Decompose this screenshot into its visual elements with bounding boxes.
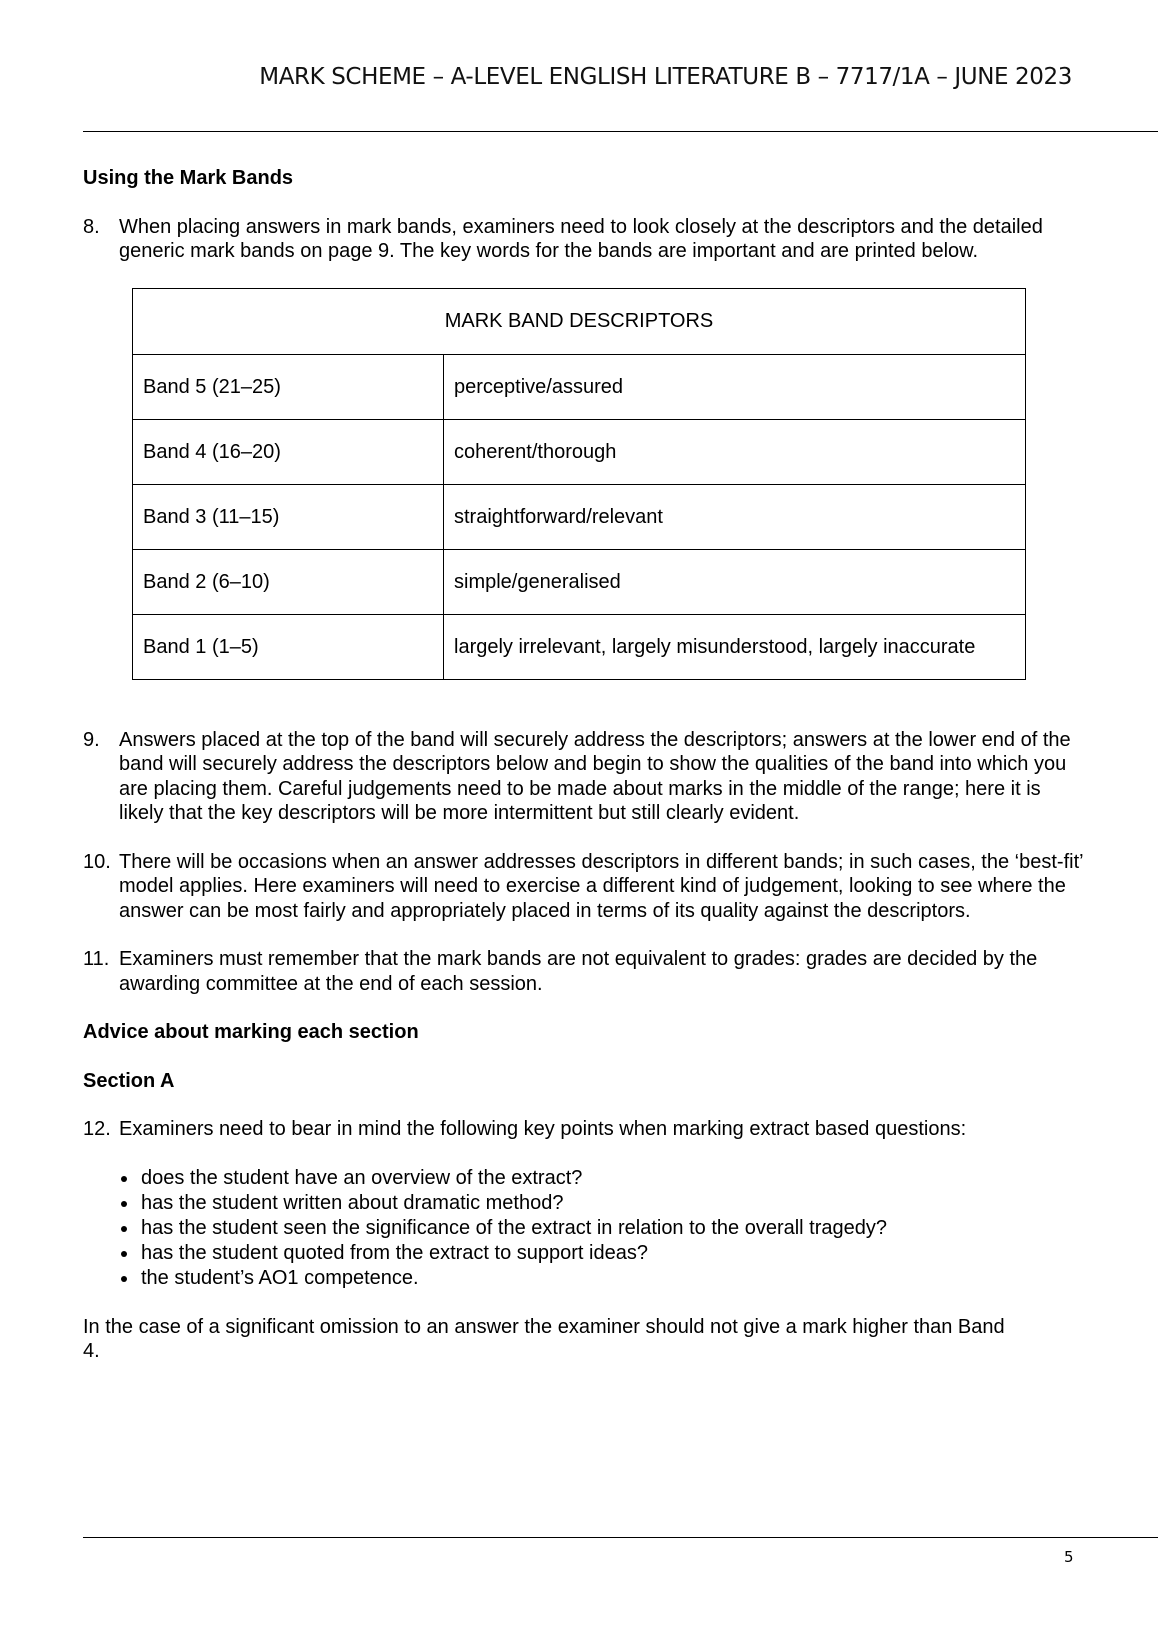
- item-text: When placing answers in mark bands, examiners need to look closely at the descriptors and the detailed generic mark bands on page 9. The key words for the bands are important and are printed below.: [119, 215, 1043, 262]
- table-title: MARK BAND DESCRIPTORS: [133, 288, 1026, 354]
- band-label: Band 1 (1–5): [133, 614, 444, 679]
- page-content: [83, 166, 1083, 1364]
- table-header-row: [133, 288, 1026, 354]
- item-text: Examiners must remember that the mark bands are not equivalent to grades: grades are decided by the awarding committee at the end of each session.: [119, 948, 1038, 995]
- band-descriptor: simple/generalised: [444, 549, 1026, 614]
- item-number: 11.: [83, 948, 110, 970]
- item-number: 8.: [83, 215, 100, 238]
- closing-note: In the case of a significant omission to an answer the examiner should not give a mark higher than Band 4.: [83, 1315, 1005, 1362]
- band-label: Band 4 (16–20): [133, 419, 444, 484]
- numbered-item-12: [83, 1117, 1083, 1142]
- list-item: the student’s AO1 competence.: [119, 1266, 1083, 1291]
- page-number: 5: [1064, 1548, 1074, 1566]
- numbered-item-9: [83, 728, 1083, 826]
- table-row: [133, 614, 1026, 679]
- mark-band-descriptors-table: [132, 288, 1026, 680]
- list-item: does the student have an overview of the extract?: [119, 1166, 1083, 1191]
- band-label: Band 2 (6–10): [133, 549, 444, 614]
- table-row: [133, 354, 1026, 419]
- band-descriptor: straightforward/relevant: [444, 484, 1026, 549]
- heading-advice-marking: Advice about marking each section: [83, 1021, 419, 1043]
- item-number: 10.: [83, 850, 111, 873]
- band-descriptor: perceptive/assured: [444, 354, 1026, 419]
- item-text: There will be occasions when an answer addresses descriptors in different bands; in such cases, the ‘best-fit’ model applies. Here examiners will need to exercise a different kind of judgement, looking to see where the answer can be most fairly and appropriately placed in terms of its quality against the descriptors.: [119, 850, 1083, 922]
- list-item: has the student quoted from the extract to support ideas?: [119, 1241, 1083, 1266]
- table-row: [133, 484, 1026, 549]
- band-label: Band 3 (11–15): [133, 484, 444, 549]
- numbered-item-8: [83, 215, 1083, 264]
- item-number: 12.: [83, 1118, 111, 1140]
- band-label: Band 5 (21–25): [133, 354, 444, 419]
- band-descriptor: largely irrelevant, largely misunderstood, largely inaccurate: [444, 614, 1026, 679]
- list-item: has the student seen the significance of the extract in relation to the overall tragedy?: [119, 1216, 1083, 1241]
- heading-using-mark-bands: Using the Mark Bands: [83, 167, 294, 189]
- key-points-list: [83, 1166, 1083, 1291]
- header-divider: [83, 131, 1158, 132]
- item-text: Answers placed at the top of the band will securely address the descriptors; answers at the lower end of the band will securely address the descriptors below and begin to show the qualities of the band into which you are placing them. Careful judgements need to be made about marks in the middle of the range; here it is likely that the key descriptors will be more intermittent but still clearly evident.: [119, 728, 1071, 824]
- item-text: Examiners need to bear in mind the following key points when marking extract based questions:: [119, 1118, 967, 1140]
- page-header-title: MARK SCHEME – A-LEVEL ENGLISH LITERATURE B – 7717/1A – JUNE 2023: [259, 64, 1072, 90]
- numbered-item-11: [83, 947, 1083, 996]
- table-row: [133, 419, 1026, 484]
- item-number: 9.: [83, 728, 100, 751]
- table-row: [133, 549, 1026, 614]
- footer-divider: [83, 1537, 1158, 1538]
- heading-section-a: Section A: [83, 1069, 175, 1092]
- list-item: has the student written about dramatic method?: [119, 1191, 1083, 1216]
- numbered-item-10: [83, 850, 1083, 924]
- band-descriptor: coherent/thorough: [444, 419, 1026, 484]
